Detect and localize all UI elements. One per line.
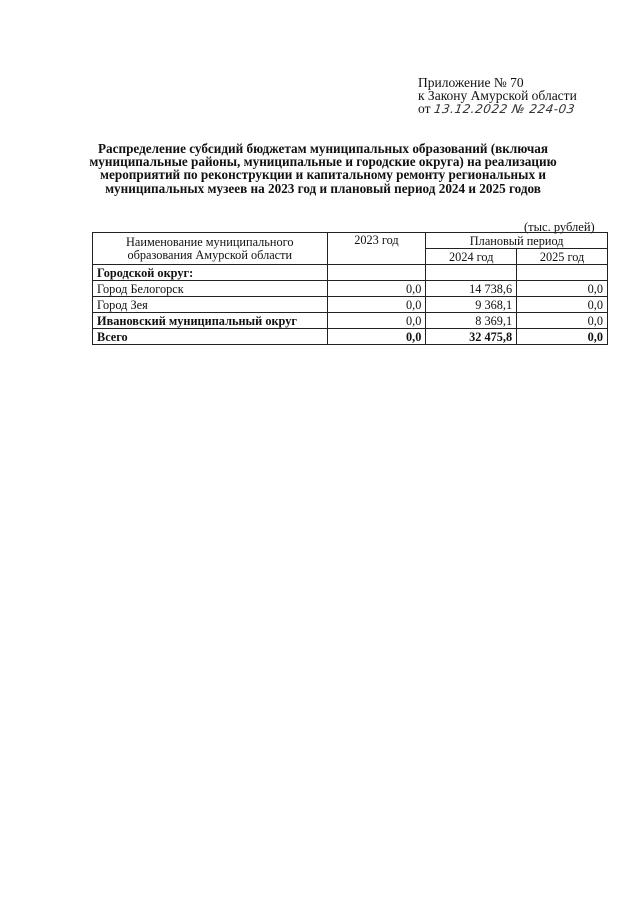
subsidy-table [92, 232, 608, 345]
header-2023: 2023 год [327, 233, 426, 265]
row-name: Город Зея [93, 297, 328, 313]
row-name: Ивановский муниципальный округ [93, 313, 328, 329]
total-2025: 0,0 [517, 329, 608, 345]
total-2024: 32 475,8 [426, 329, 517, 345]
group-empty-cell [517, 265, 608, 281]
appendix-date-line [418, 102, 577, 116]
appendix-law: к Закону Амурской области [418, 88, 577, 103]
group-empty-cell [327, 265, 426, 281]
group-label: Городской округ: [93, 265, 328, 281]
document-title: Распределение субсидий бюджетам муниципальных образований (включая муниципальные районы, муниципальные и городские округа) на реализацию мероприятий по реконструкции и капитальному ремонту региональных и муниципальных музеев на 2023 год и плановый период 2024 и 2025 годов [89, 141, 557, 196]
row-name: Город Белогорск [93, 281, 328, 297]
handwritten-date-number: 13.12.2022 № 224-03 [432, 102, 576, 116]
table-row [93, 281, 608, 297]
header-planned-period: Плановый период [426, 233, 608, 249]
total-row [93, 329, 608, 345]
row-2023: 0,0 [327, 297, 426, 313]
row-2025: 0,0 [517, 281, 608, 297]
appendix-header [418, 76, 577, 116]
row-2024: 8 369,1 [426, 313, 517, 329]
appendix-date-prefix: от [418, 101, 431, 116]
header-name [93, 233, 328, 265]
table-header-row [93, 233, 608, 249]
table-row [93, 297, 608, 313]
header-name-line2: образования Амурской области [127, 247, 293, 262]
row-2024: 9 368,1 [426, 297, 517, 313]
header-2025: 2025 год [517, 249, 608, 265]
row-2025: 0,0 [517, 313, 608, 329]
appendix-number: Приложение № 70 [418, 75, 524, 90]
total-2023: 0,0 [327, 329, 426, 345]
total-label: Всего [93, 329, 328, 345]
group-row [93, 265, 608, 281]
header-2024: 2024 год [426, 249, 517, 265]
row-2024: 14 738,6 [426, 281, 517, 297]
row-2023: 0,0 [327, 313, 426, 329]
row-2025: 0,0 [517, 297, 608, 313]
group-empty-cell [426, 265, 517, 281]
table-row [93, 313, 608, 329]
units-label: (тыс. рублей) [524, 220, 595, 234]
header-name-line1: Наименование муниципального [126, 234, 294, 249]
row-2023: 0,0 [327, 281, 426, 297]
